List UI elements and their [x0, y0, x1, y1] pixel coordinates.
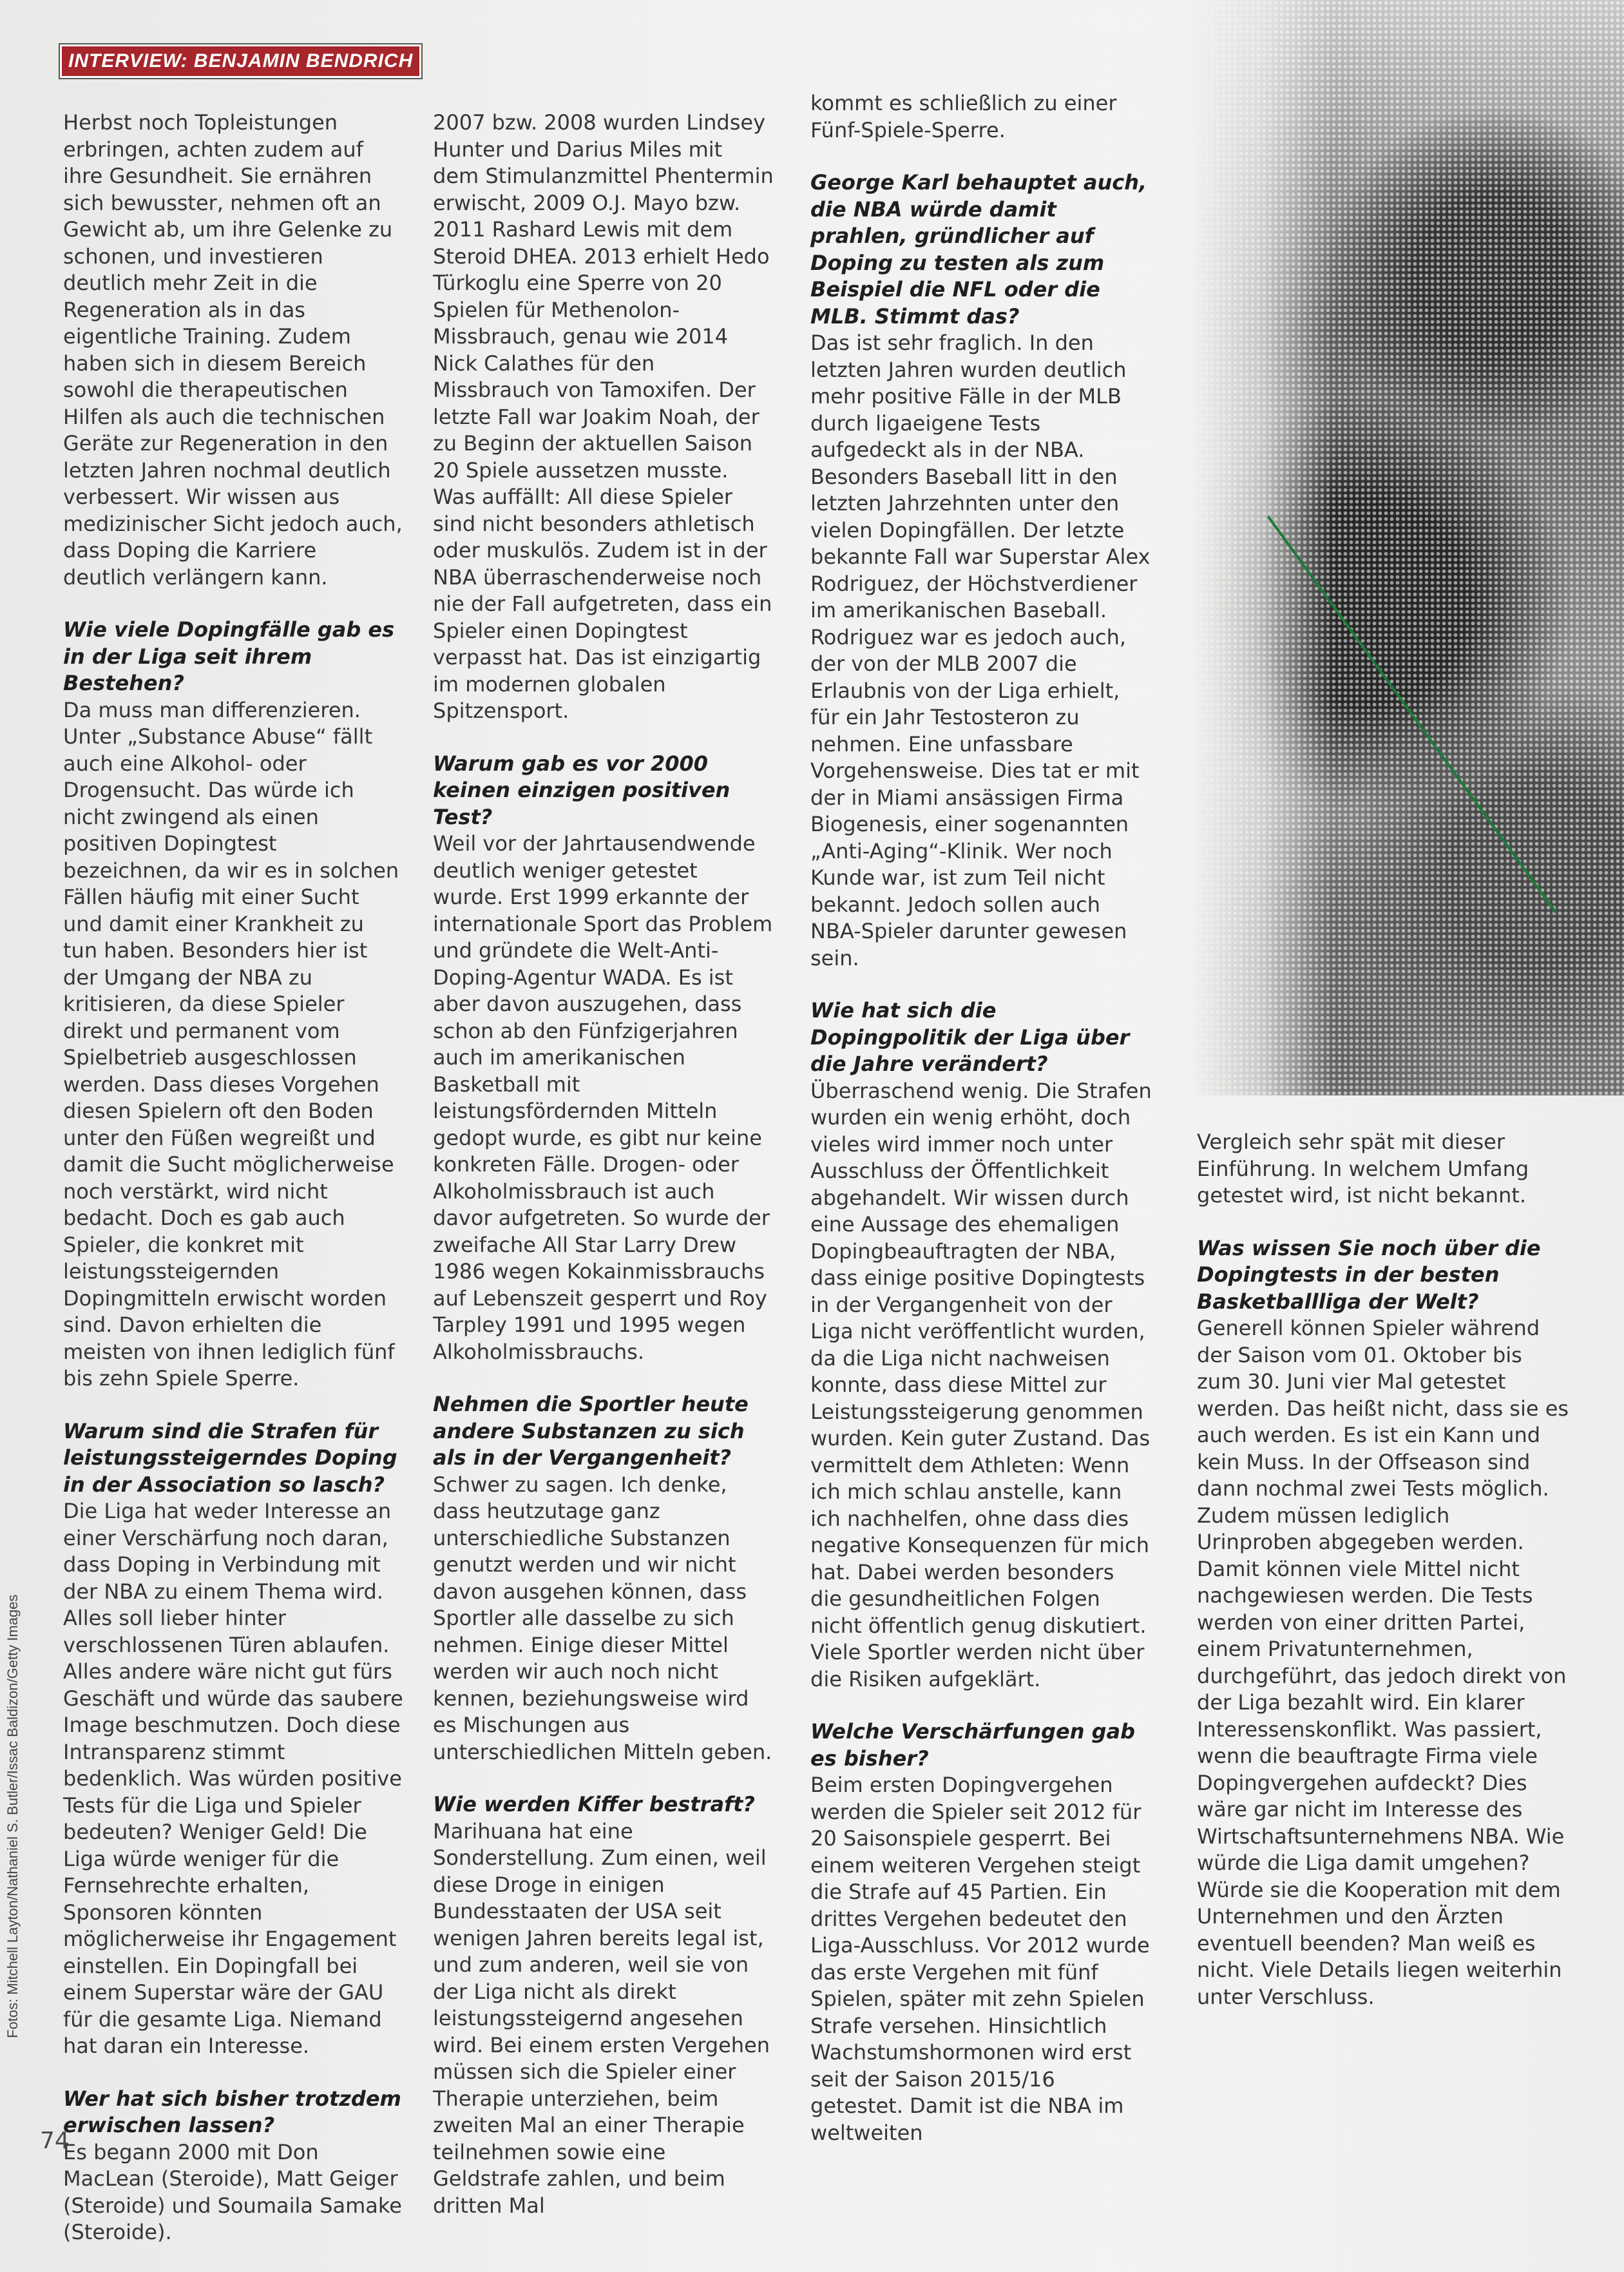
interview-question: Welche Verschärfungen gab es bisher?: [810, 1719, 1136, 1771]
photo-halftone: [1192, 0, 1624, 1095]
article-column-1: [63, 110, 405, 2272]
answer-paragraph: 2007 bzw. 2008 wurden Lindsey Hunter und Darius Miles mit dem Stimulanzmittel Phentermin erwischt, 2009 O.J. Mayo bzw. 2011 Rashard Lewis mit dem Steroid DHEA. 2013 erhielt Hedo Türkoglu eine Sperre von 20 Spielen für Methenolon-Missbrauch, genau wie 2014 Nick Calathes für den Missbrauch von Tamoxifen. Der letzte Fall war Joakim Noah, der zu Beginn der aktuellen Saison 20 Spiele aussetzen musste. Was auffällt: All diese Spieler sind nicht besonders athletisch oder muskulös. Zudem ist in der NBA überraschenderweise noch nie der Fall aufgetreten, dass ein Spieler einen Dopingtest verpasst hat. Das ist einzigartig im modernen globalen Spitzensport.: [433, 110, 774, 723]
interview-question: Wie hat sich die Dopingpolitik der Liga über die Jahre verändert?: [810, 998, 1130, 1076]
interview-question: Wie viele Dopingfälle gab es in der Liga seit ihrem Bestehen?: [63, 617, 395, 695]
answer-paragraph: Marihuana hat eine Sonderstellung. Zum einen, weil diese Droge in einigen Bundesstaaten der USA seit wenigen Jahren bereits legal ist, und zum anderen, weil sie von der Liga nicht als direkt leistungssteigernd angesehen wird. Bei einem ersten Vergehen müssen sich die Spieler einer Therapie unterziehen, beim zweiten Mal an einer Therapie teilnehmen sowie eine Geldstrafe zahlen, und beim dritten Mal: [433, 1818, 770, 2218]
answer-paragraph: Da muss man differenzieren. Unter „Substance Abuse“ fällt auch eine Alkohol- oder Drogensucht. Das würde ich nicht zwingend als einen positiven Dopingtest bezeichnen, da wir es in solchen Fällen häufig mit einer Sucht und damit einer Krankheit zu tun haben. Besonders hier ist der Umgang der NBA zu kritisieren, da diese Spieler direkt und permanent vom Spielbetrieb ausgeschlossen werden. Dass dieses Vorgehen diesen Spielern oft den Boden unter den Füßen wegreißt und damit die Sucht möglicherweise noch verstärkt, wird nicht bedacht. Doch es gab auch Spieler, die konkret mit leistungssteigernden Dopingmitteln erwischt worden sind. Davon erhielten die meisten von ihnen lediglich fünf bis zehn Spiele Sperre.: [63, 697, 399, 1391]
answer-paragraph: Generell können Spieler während der Saison vom 01. Oktober bis zum 30. Juni vier Mal getestet werden. Das heißt nicht, dass sie es auch werden. Es ist ein Kann und kein Muss. In der Offseason sind dann nochmal zwei Tests möglich. Zudem müssen lediglich Urinproben abgegeben werden. Damit können viele Mittel nicht nachgewiesen werden. Die Tests werden von einer dritten Partei, einem Privatunternehmen, durchgeführt, das jedoch direkt von der Liga bezahlt wird. Ein klarer Interessenskonflikt. Was passiert, wenn die beauftragte Firma viele Dopingvergehen aufdeckt? Dies wäre gar nicht im Interesse des Wirtschaftsunternehmens NBA. Wie würde die Liga damit umgehen? Würde sie die Kooperation mit dem Unternehmen und den Ärzten eventuell beenden? Man weiß es nicht. Viele Details liegen weiterhin unter Verschluss.: [1197, 1316, 1569, 2009]
answer-paragraph: Beim ersten Dopingvergehen werden die Spieler seit 2012 für 20 Saisonspiele gesperrt. Bei einem weiteren Vergehen steigt die Strafe auf 45 Partien. Ein drittes Vergehen bedeutet den Liga-Ausschluss. Vor 2012 wurde das erste Vergehen mit fünf Spielen, später mit zehn Spielen Strafe versehen. Hinsichtlich Wachstumshormonen wird erst seit der Saison 2015/16 getestet. Damit ist die NBA im weltweiten: [810, 1773, 1150, 2145]
answer-paragraph: Überraschend wenig. Die Strafen wurden ein wenig erhöht, doch vieles wird immer noch unter Ausschluss der Öffentlichkeit abgehandelt. Wir wissen durch eine Aussage des ehemaligen Dopingbeauftragten der NBA, dass einige positive Dopingtests in der Vergangenheit von der Liga nicht veröffentlicht wurden, da die Liga nicht nachweisen konnte, dass diese Mittel zur Leistungssteigerung genommen wurden. Kein guter Zustand. Das vermittelt dem Athleten: Wenn ich mich schlau anstelle, kann ich nachhelfen, ohne dass dies negative Konsequenzen für mich hat. Dabei werden besonders die gesundheitlichen Folgen nicht öffentlich genug diskutiert. Viele Sportler werden nicht über die Risiken aufgeklärt.: [810, 1078, 1152, 1691]
interview-question: Wie werden Kiffer bestraft?: [433, 1792, 755, 1816]
answer-paragraph: Weil vor der Jahrtausendwende deutlich weniger getestet wurde. Erst 1999 erkannte der internationale Sport das Problem und gründete die Welt-Anti-Doping-Agentur WADA. Es ist aber davon auszugehen, dass schon ab den Fünfzigerjahren auch im amerikanischen Basketball mit leistungsfördernden Mitteln gedopt wurde, es gibt nur keine konkreten Fälle. Drogen- oder Alkoholmissbrauch ist auch davor aufgetreten. So wurde der zweifache All Star Larry Drew 1986 wegen Kokainmissbrauchs auf Lebenszeit gesperrt und Roy Tarpley 1991 und 1995 wegen Alkoholmissbrauchs.: [433, 831, 773, 1364]
page-number: 74: [40, 2128, 70, 2154]
answer-paragraph: Es begann 2000 mit Don MacLean (Steroide), Matt Geiger (Steroide) und Soumaila Samake (Steroide).: [63, 2139, 402, 2244]
answer-paragraph: Das ist sehr fraglich. In den letzten Jahren wurden deutlich mehr positive Fälle in der MLB durch ligaeigene Tests aufgedeckt als in der NBA. Besonders Baseball litt in den letzten Jahrzehnten unter den vielen Dopingfällen. Der letzte bekannte Fall war Superstar Alex Rodriguez, der Höchstverdiener im amerikanischen Baseball. Rodriguez war es jedoch auch, der von der MLB 2007 die Erlaubnis von der Liga erhielt, für ein Jahr Testosteron zu nehmen. Eine unfassbare Vorgehensweise. Dies tat er mit der in Miami ansässigen Firma Biogenesis, einer sogenannten „Anti-Aging“-Klinik. Wer noch Kunde war, ist zum Teil nicht bekannt. Jedoch sollen auch NBA-Spieler darunter gewesen sein.: [810, 331, 1151, 970]
interview-question: George Karl behauptet auch, die NBA würde damit prahlen, gründlicher auf Doping zu testen als zum Beispiel die NFL oder die MLB. Stimmt das?: [810, 170, 1147, 329]
interview-question: Warum gab es vor 2000 keinen einzigen positiven Test?: [433, 751, 731, 829]
interview-tag: INTERVIEW: BENJAMIN BENDRICH: [62, 46, 419, 76]
interview-question: Was wissen Sie noch über die Dopingtests in der besten Basketballliga der Welt?: [1197, 1235, 1541, 1314]
article-column-4: [1197, 1129, 1571, 2036]
answer-paragraph: kommt es schließlich zu einer Fünf-Spiele-Sperre.: [810, 91, 1117, 142]
photo-fade-edge: [1192, 0, 1333, 1095]
answer-paragraph: Schwer zu sagen. Ich denke, dass heutzutage ganz unterschiedliche Substanzen genutzt werden und wir nicht davon ausgehen können, dass Sportler alle dasselbe zu sich nehmen. Einige dieser Mittel werden wir auch noch nicht kennen, beziehungsweise wird es Mischungen aus unterschiedlichen Mitteln geben.: [433, 1472, 772, 1764]
photo-credit: Fotos: Mitchell Layton/Nathaniel S. Butler/Issac Baldizon/Getty Images: [5, 1594, 21, 2038]
answer-paragraph: Herbst noch Topleistungen erbringen, achten zudem auf ihre Gesundheit. Sie ernähren sich bewusster, nehmen oft an Gewicht ab, um ihre Gelenke zu schonen, und investieren deutlich mehr Zeit in die Regeneration als in das eigentliche Training. Zudem haben sich in diesem Bereich sowohl die therapeutischen Hilfen als auch die technischen Geräte zur Regeneration in den letzten Jahren nochmal deutlich verbessert. Wir wissen aus medizinischer Sicht jedoch auch, dass Doping die Karriere deutlich verlängern kann.: [63, 110, 403, 590]
answer-paragraph: Die Liga hat weder Interesse an einer Verschärfung noch daran, dass Doping in Verbindung mit der NBA zu einem Thema wird. Alles soll lieber hinter verschlossenen Türen ablaufen. Alles andere wäre nicht gut fürs Geschäft und würde das saubere Image beschmutzen. Doch diese Intransparenz stimmt bedenklich. Was würden positive Tests für die Liga und Spieler bedeuten? Weniger Geld! Die Liga würde weniger für die Fernsehrechte erhalten, Sponsoren könnten möglicherweise ihr Engagement einstellen. Ein Dopingfall bei einem Superstar wäre der GAU für die gesamte Liga. Niemand hat daran ein Interesse.: [63, 1499, 403, 2058]
answer-paragraph: Vergleich sehr spät mit dieser Einführung. In welchem Umfang getestet wird, ist nicht bekannt.: [1197, 1130, 1529, 1208]
interview-question: Nehmen die Sportler heute andere Substanzen zu sich als in der Vergangenheit?: [433, 1392, 749, 1470]
article-column-3: [810, 90, 1152, 2172]
interview-question: Warum sind die Strafen für leistungssteigerndes Doping in der Association so lasch?: [63, 1418, 397, 1497]
interview-question: Wer hat sich bisher trotzdem erwischen lassen?: [63, 2086, 401, 2137]
article-column-2: [433, 110, 774, 2245]
